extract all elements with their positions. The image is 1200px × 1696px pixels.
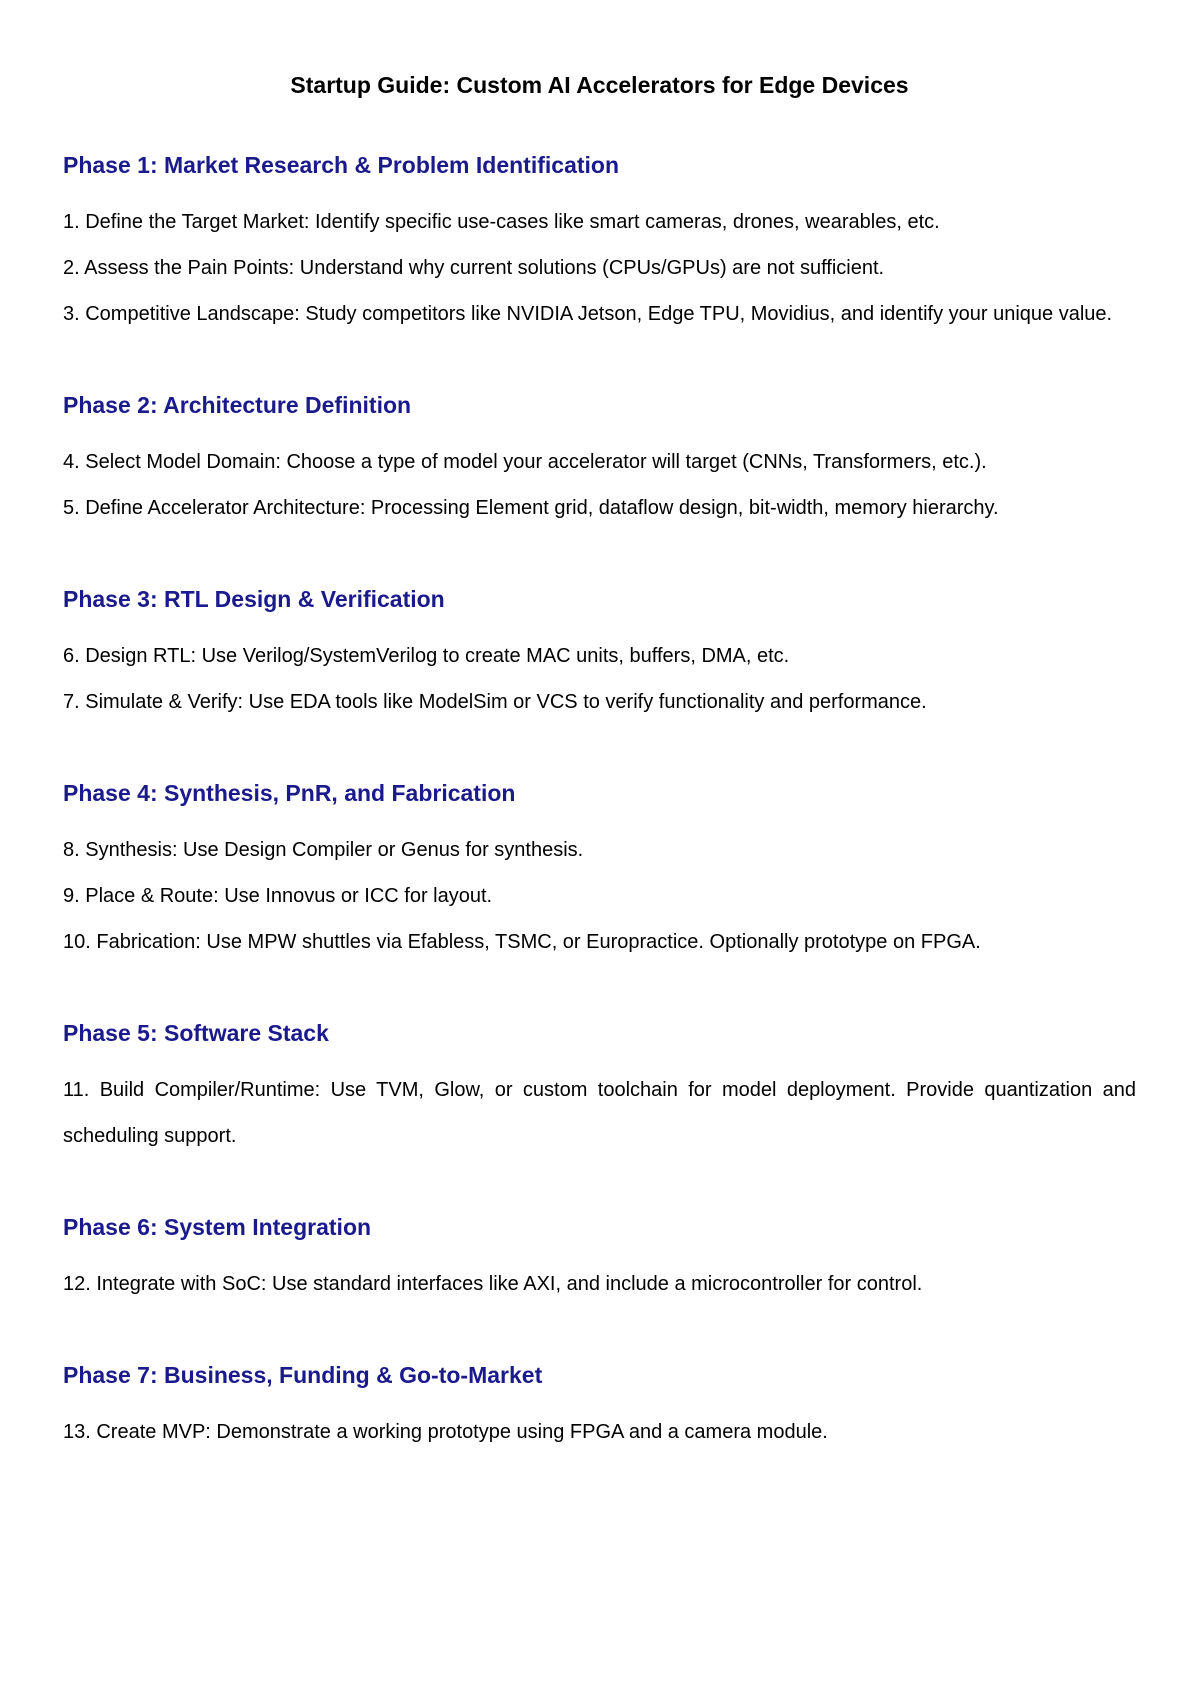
phase-section-3 xyxy=(63,584,1136,725)
phase-items-2 xyxy=(63,439,1136,531)
step-item-8: 8. Synthesis: Use Design Compiler or Genus for synthesis. xyxy=(63,839,584,861)
phase-section-2 xyxy=(63,390,1136,531)
phase-items-7 xyxy=(63,1409,1136,1455)
phase-items-4 xyxy=(63,827,1136,965)
phase-section-7 xyxy=(63,1360,1136,1455)
step-item-12: 12. Integrate with SoC: Use standard interfaces like AXI, and include a microcontroller for control. xyxy=(63,1273,923,1295)
phase-heading-6: Phase 6: System Integration xyxy=(63,1214,372,1240)
phase-section-1 xyxy=(63,150,1136,337)
phase-section-4 xyxy=(63,778,1136,965)
phase-heading-5: Phase 5: Software Stack xyxy=(63,1020,329,1046)
step-item-6: 6. Design RTL: Use Verilog/SystemVerilog to create MAC units, buffers, DMA, etc. xyxy=(63,645,790,667)
step-item-10: 10. Fabrication: Use MPW shuttles via Efabless, TSMC, or Europractice. Optionally prototype on FPGA. xyxy=(63,931,981,953)
phase-section-5 xyxy=(63,1018,1136,1159)
step-item-3: 3. Competitive Landscape: Study competitors like NVIDIA Jetson, Edge TPU, Movidius, and identify your unique value. xyxy=(63,303,1113,325)
step-item-9: 9. Place & Route: Use Innovus or ICC for layout. xyxy=(63,885,493,907)
phase-items-6 xyxy=(63,1261,1136,1307)
step-item-4: 4. Select Model Domain: Choose a type of model your accelerator will target (CNNs, Transformers, etc.). xyxy=(63,451,987,473)
step-item-11: 11. Build Compiler/Runtime: Use TVM, Glow, or custom toolchain for model deployment. Provide quantization and scheduling support. xyxy=(63,1079,1136,1147)
step-item-1: 1. Define the Target Market: Identify specific use-cases like smart cameras, drones, wearables, etc. xyxy=(63,211,940,233)
step-item-13: 13. Create MVP: Demonstrate a working prototype using FPGA and a camera module. xyxy=(63,1421,828,1443)
phase-heading-1: Phase 1: Market Research & Problem Identification xyxy=(63,152,620,178)
phase-items-5 xyxy=(63,1067,1136,1159)
document-title: Startup Guide: Custom AI Accelerators for Edge Devices xyxy=(290,72,909,98)
phase-items-1 xyxy=(63,199,1136,337)
phase-items-3 xyxy=(63,633,1136,725)
phase-heading-7: Phase 7: Business, Funding & Go-to-Market xyxy=(63,1362,543,1388)
step-item-5: 5. Define Accelerator Architecture: Processing Element grid, dataflow design, bit-width, memory hierarchy. xyxy=(63,497,999,519)
step-item-2: 2. Assess the Pain Points: Understand why current solutions (CPUs/GPUs) are not sufficient. xyxy=(63,257,885,279)
step-item-7: 7. Simulate & Verify: Use EDA tools like ModelSim or VCS to verify functionality and performance. xyxy=(63,691,927,713)
phase-heading-2: Phase 2: Architecture Definition xyxy=(63,392,412,418)
phase-heading-3: Phase 3: RTL Design & Verification xyxy=(63,586,445,612)
phase-section-6 xyxy=(63,1212,1136,1307)
phase-heading-4: Phase 4: Synthesis, PnR, and Fabrication xyxy=(63,780,516,806)
